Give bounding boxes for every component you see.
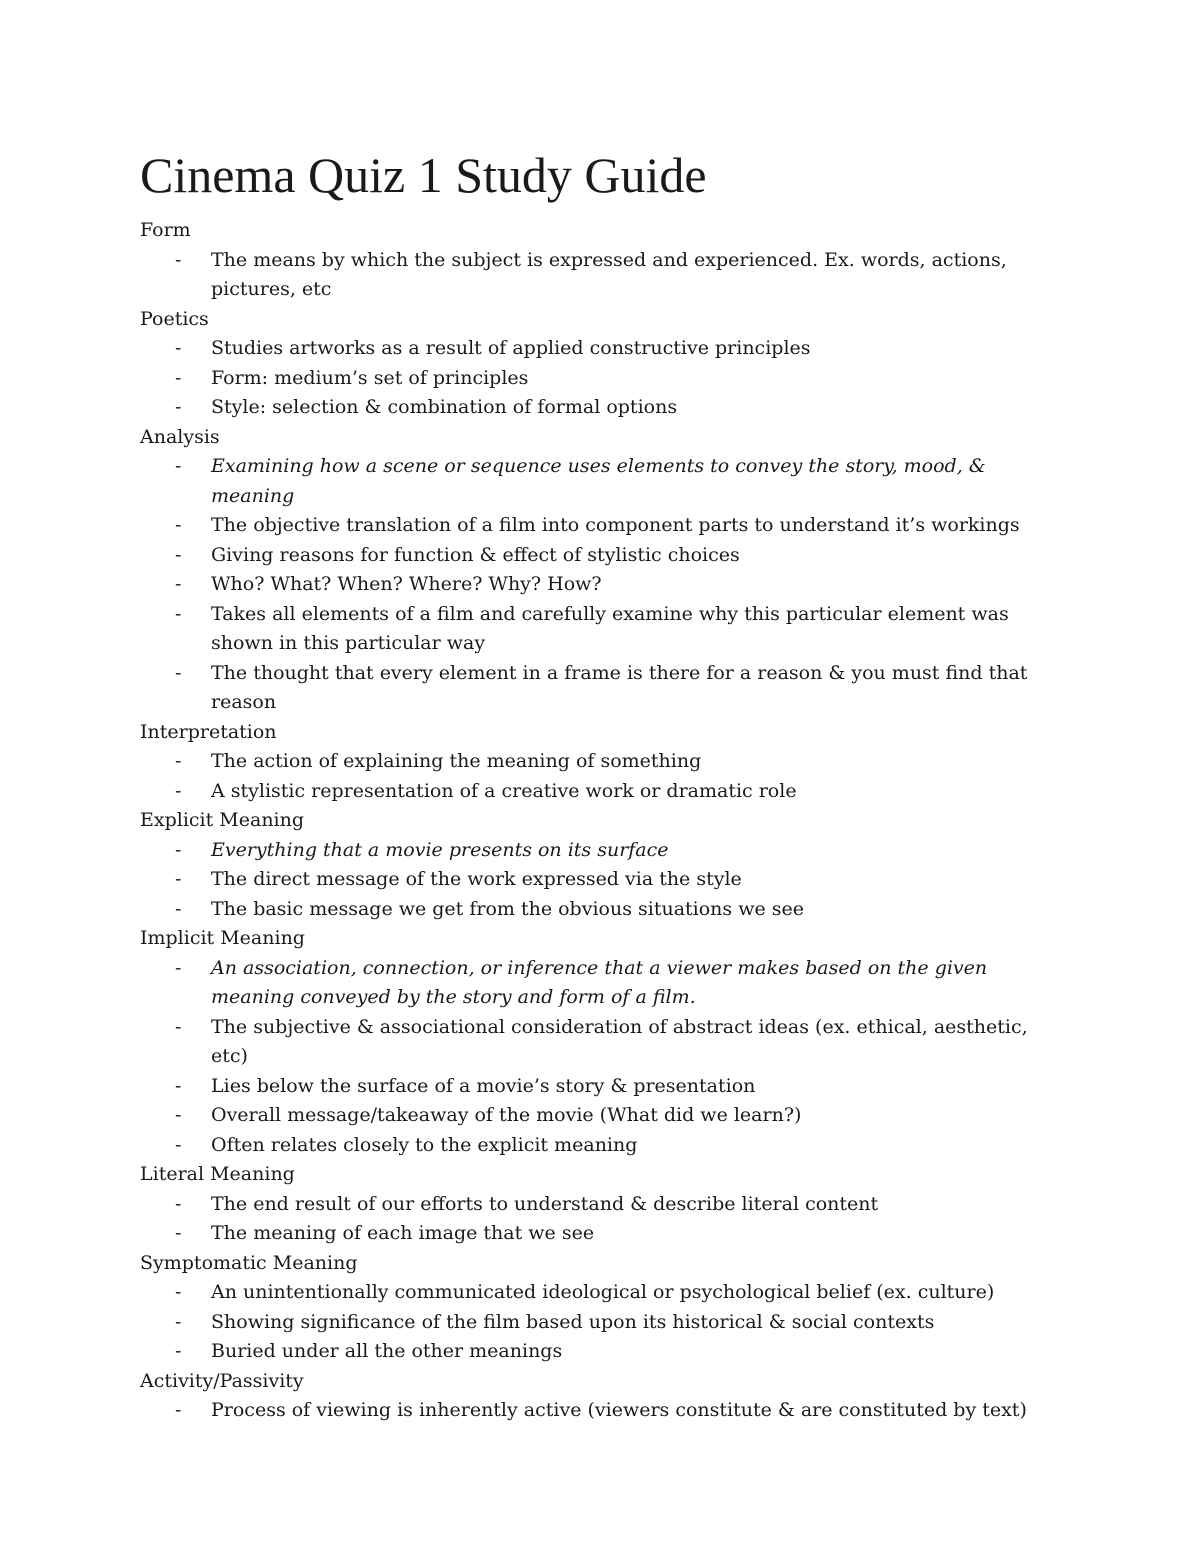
list-item-text: The subjective & associational consideration of abstract ideas (ex. ethical, aesthetic, etc) <box>211 1015 1028 1067</box>
list-item <box>140 334 1060 364</box>
list-item-text: Process of viewing is inherently active (viewers constitute & are constituted by text) <box>211 1399 1027 1421</box>
bullet-dash: - <box>175 1399 182 1421</box>
list-item-text: Examining how a scene or sequence uses elements to convey the story, mood, & meaning <box>211 455 986 507</box>
list-item-text: Form: medium’s set of principles <box>211 366 529 389</box>
bullet-dash: - <box>175 779 182 802</box>
list-item <box>140 600 1060 659</box>
list-item-text: Giving reasons for function & effect of stylistic choices <box>211 543 740 566</box>
list-item <box>140 1190 1060 1220</box>
bullet-dash: - <box>175 1015 182 1038</box>
section-heading: Symptomatic Meaning <box>140 1251 358 1274</box>
list-item <box>140 747 1060 777</box>
bullet-list <box>140 1278 1060 1367</box>
bullet-dash: - <box>175 455 182 477</box>
bullet-dash: - <box>175 1310 182 1333</box>
bullet-dash: - <box>175 750 182 772</box>
section-heading: Literal Meaning <box>140 1163 295 1185</box>
bullet-dash: - <box>175 514 182 536</box>
section-heading: Poetics <box>140 307 209 330</box>
list-item-text: Lies below the surface of a movie’s story & presentation <box>211 1074 756 1097</box>
list-item-text: An association, connection, or inference that a viewer makes based on the given meaning conveyed by the story and form of a film. <box>211 956 988 1008</box>
list-item <box>140 570 1060 600</box>
bullet-dash: - <box>175 1104 182 1126</box>
section <box>140 1367 1060 1426</box>
list-item-text: A stylistic representation of a creative work or dramatic role <box>211 779 797 802</box>
list-item <box>140 1013 1060 1072</box>
bullet-list <box>140 1190 1060 1249</box>
bullet-dash: - <box>175 602 182 625</box>
list-item <box>140 836 1060 866</box>
bullet-dash: - <box>175 366 182 389</box>
bullet-dash: - <box>175 1222 182 1244</box>
list-item <box>140 1278 1060 1308</box>
list-item <box>140 1337 1060 1367</box>
list-item-text: The means by which the subject is expressed and experienced. Ex. words, actions, pictures, etc <box>211 248 1007 300</box>
bullet-list <box>140 334 1060 423</box>
list-item-text: The action of explaining the meaning of something <box>211 750 702 772</box>
bullet-dash: - <box>175 337 182 359</box>
bullet-dash: - <box>175 897 182 920</box>
bullet-list <box>140 1396 1060 1426</box>
list-item-text: Everything that a movie presents on its surface <box>211 838 669 861</box>
document-title: Cinema Quiz 1 Study Guide <box>140 147 707 203</box>
bullet-list <box>140 747 1060 806</box>
list-item-text: The direct message of the work expressed via the style <box>211 868 742 890</box>
list-item-text: An unintentionally communicated ideological or psychological belief (ex. culture) <box>211 1281 995 1303</box>
bullet-list <box>140 246 1060 305</box>
list-item <box>140 1131 1060 1161</box>
list-item-text: Overall message/takeaway of the movie (What did we learn?) <box>211 1104 802 1126</box>
section-heading: Interpretation <box>140 720 277 743</box>
list-item-text: The basic message we get from the obvious situations we see <box>211 897 804 920</box>
list-item <box>140 246 1060 305</box>
section-heading: Activity/Passivity <box>140 1369 304 1392</box>
bullet-dash: - <box>175 248 182 271</box>
section <box>140 305 1060 423</box>
bullet-dash: - <box>175 1281 182 1303</box>
list-item <box>140 1072 1060 1102</box>
bullet-dash: - <box>175 1133 182 1156</box>
bullet-dash: - <box>175 661 182 684</box>
section-heading: Implicit Meaning <box>140 927 305 949</box>
section <box>140 216 1060 305</box>
bullet-dash: - <box>175 573 182 595</box>
list-item-text: Takes all elements of a film and carefully examine why this particular element was shown in this particular way <box>211 602 1009 654</box>
bullet-dash: - <box>175 1074 182 1097</box>
list-item-text: Buried under all the other meanings <box>211 1340 563 1362</box>
bullet-dash: - <box>175 838 182 861</box>
bullet-list <box>140 954 1060 1161</box>
list-item-text: Studies artworks as a result of applied constructive principles <box>211 337 811 359</box>
bullet-dash: - <box>175 396 182 418</box>
list-item <box>140 511 1060 541</box>
bullet-dash: - <box>175 543 182 566</box>
list-item-text: The objective translation of a film into component parts to understand it’s workings <box>211 514 1020 536</box>
list-item-text: The meaning of each image that we see <box>211 1222 595 1244</box>
section <box>140 806 1060 924</box>
bullet-list <box>140 836 1060 925</box>
list-item <box>140 1219 1060 1249</box>
section-heading: Explicit Meaning <box>140 809 305 831</box>
list-item <box>140 541 1060 571</box>
list-item-text: Who? What? When? Where? Why? How? <box>211 573 602 595</box>
section <box>140 924 1060 1160</box>
study-guide-content <box>140 216 1060 1426</box>
bullet-dash: - <box>175 1192 182 1215</box>
list-item <box>140 1101 1060 1131</box>
bullet-dash: - <box>175 956 182 979</box>
list-item <box>140 1396 1060 1426</box>
section <box>140 1249 1060 1367</box>
list-item-text: Style: selection & combination of formal options <box>211 396 678 418</box>
list-item-text: Showing significance of the film based upon its historical & social contexts <box>211 1310 935 1333</box>
section <box>140 718 1060 807</box>
section-heading: Form <box>140 219 191 241</box>
list-item <box>140 393 1060 423</box>
list-item <box>140 895 1060 925</box>
list-item <box>140 659 1060 718</box>
bullet-dash: - <box>175 1340 182 1362</box>
section <box>140 423 1060 718</box>
section <box>140 1160 1060 1249</box>
list-item-text: The thought that every element in a frame is there for a reason & you must find that reason <box>211 661 1028 713</box>
bullet-list <box>140 452 1060 718</box>
list-item <box>140 777 1060 807</box>
list-item-text: Often relates closely to the explicit meaning <box>211 1133 638 1156</box>
list-item <box>140 954 1060 1013</box>
list-item-text: The end result of our efforts to understand & describe literal content <box>211 1192 879 1215</box>
list-item <box>140 364 1060 394</box>
bullet-dash: - <box>175 868 182 890</box>
section-heading: Analysis <box>140 425 220 448</box>
list-item <box>140 865 1060 895</box>
list-item <box>140 1308 1060 1338</box>
list-item <box>140 452 1060 511</box>
